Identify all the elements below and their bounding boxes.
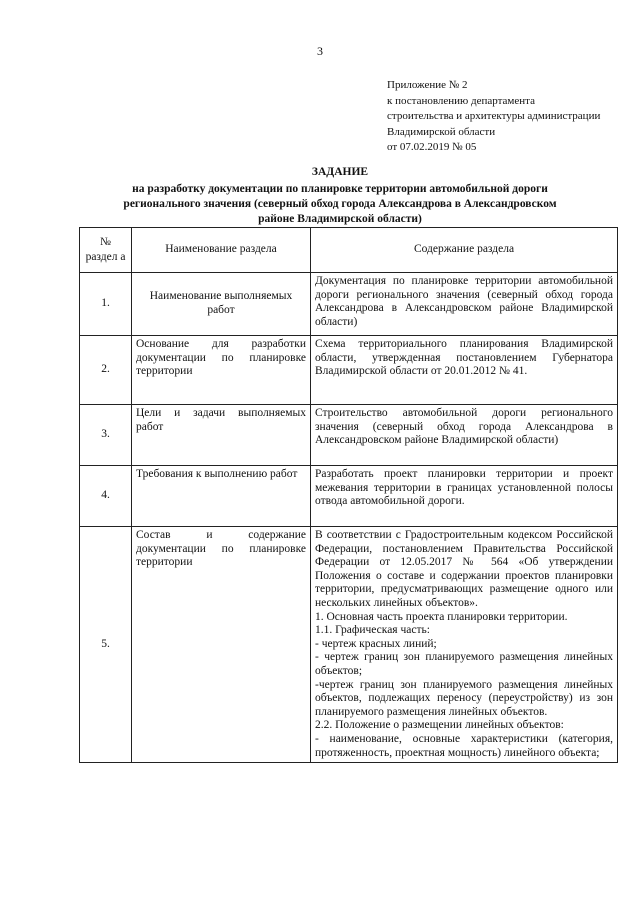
row-name: Наименование выполняемых работ [132, 273, 311, 336]
table-row [80, 336, 618, 405]
appendix-line: Приложение № 2 [387, 79, 468, 91]
row-num: 3. [80, 405, 132, 466]
table-header-row [80, 228, 618, 273]
row-content: Документация по планировке территории автомобильной дороги регионального значения (северный обход города Александрова в Александровском районе Владимирской области) [311, 273, 618, 336]
row-content: Строительство автомобильной дороги регионального значения (северный обход города Александрова в Александровском районе Владимирской области) [311, 405, 618, 466]
appendix-line: Владимирской области [387, 125, 496, 138]
table-row [80, 527, 618, 763]
document-heading [90, 165, 590, 227]
page-number: 3 [317, 44, 323, 58]
document-subtitle-line: на разработку документации по планировке территории автомобильной дороги [132, 183, 548, 195]
document-subtitle-line: регионального значения (северный обход города Александрова в Александровском [123, 198, 557, 210]
content-line: - наименование, основные характеристики (категория, протяженность, проектная мощность) линейного объекта; [315, 732, 613, 759]
document-subtitle-line: районе Владимирской области) [258, 213, 422, 225]
row-content [311, 527, 618, 763]
header-num: № раздел а [80, 228, 132, 273]
header-content: Содержание раздела [311, 228, 618, 273]
row-num: 1. [80, 273, 132, 336]
row-num: 4. [80, 466, 132, 527]
content-line: 1. Основная часть проекта планировки территории. [315, 610, 568, 623]
row-content: Разработать проект планировки территории и проект межевания территории в границах установленной полосы отвода автомобильной дороги. [311, 466, 618, 527]
content-line: -чертеж границ зон планируемого размещения линейных объектов, подлежащих переносу (переустройству) из зон планируемого размещения линейных объектов. [315, 678, 613, 718]
appendix-line: от 07.02.2019 № 05 [387, 141, 477, 153]
appendix-line: строительства и архитектуры администрации [387, 110, 601, 122]
document-title: ЗАДАНИЕ [311, 166, 369, 178]
task-table [79, 227, 618, 763]
row-num: 2. [80, 336, 132, 405]
row-name: Основание для разработки документации по планировке территории [132, 336, 311, 405]
table-row [80, 466, 618, 527]
table-row [80, 273, 618, 336]
content-line: В соответствии с Градостроительным кодексом Российской Федерации, постановлением Правительства Российской Федерации от 12.05.2017 № 564 «Об утверждении Положения о составе и содержании проектов планировки территории, предусматривающих размещение одного или нескольких линейных объектов». [315, 529, 613, 609]
content-line: 1.1. Графическая часть: [315, 624, 430, 637]
appendix-block [387, 78, 627, 156]
header-name: Наименование раздела [132, 228, 311, 273]
content-line: 2.2. Положение о размещении линейных объектов: [315, 719, 564, 732]
content-line: - чертеж красных линий; [315, 637, 437, 650]
row-name: Состав и содержание документации по планировке территории [132, 527, 311, 763]
row-content: Схема территориального планирования Владимирской области, утвержденная постановлением Губернатора Владимирской области от 20.01.2012 № 41. [311, 336, 618, 405]
content-line: - чертеж границ зон планируемого размещения линейных объектов; [315, 651, 613, 677]
row-name: Требования к выполнению работ [132, 466, 311, 527]
row-name: Цели и задачи выполняемых работ [132, 405, 311, 466]
row-num: 5. [80, 527, 132, 763]
appendix-line: к постановлению департамента [387, 94, 535, 107]
table-row [80, 405, 618, 466]
